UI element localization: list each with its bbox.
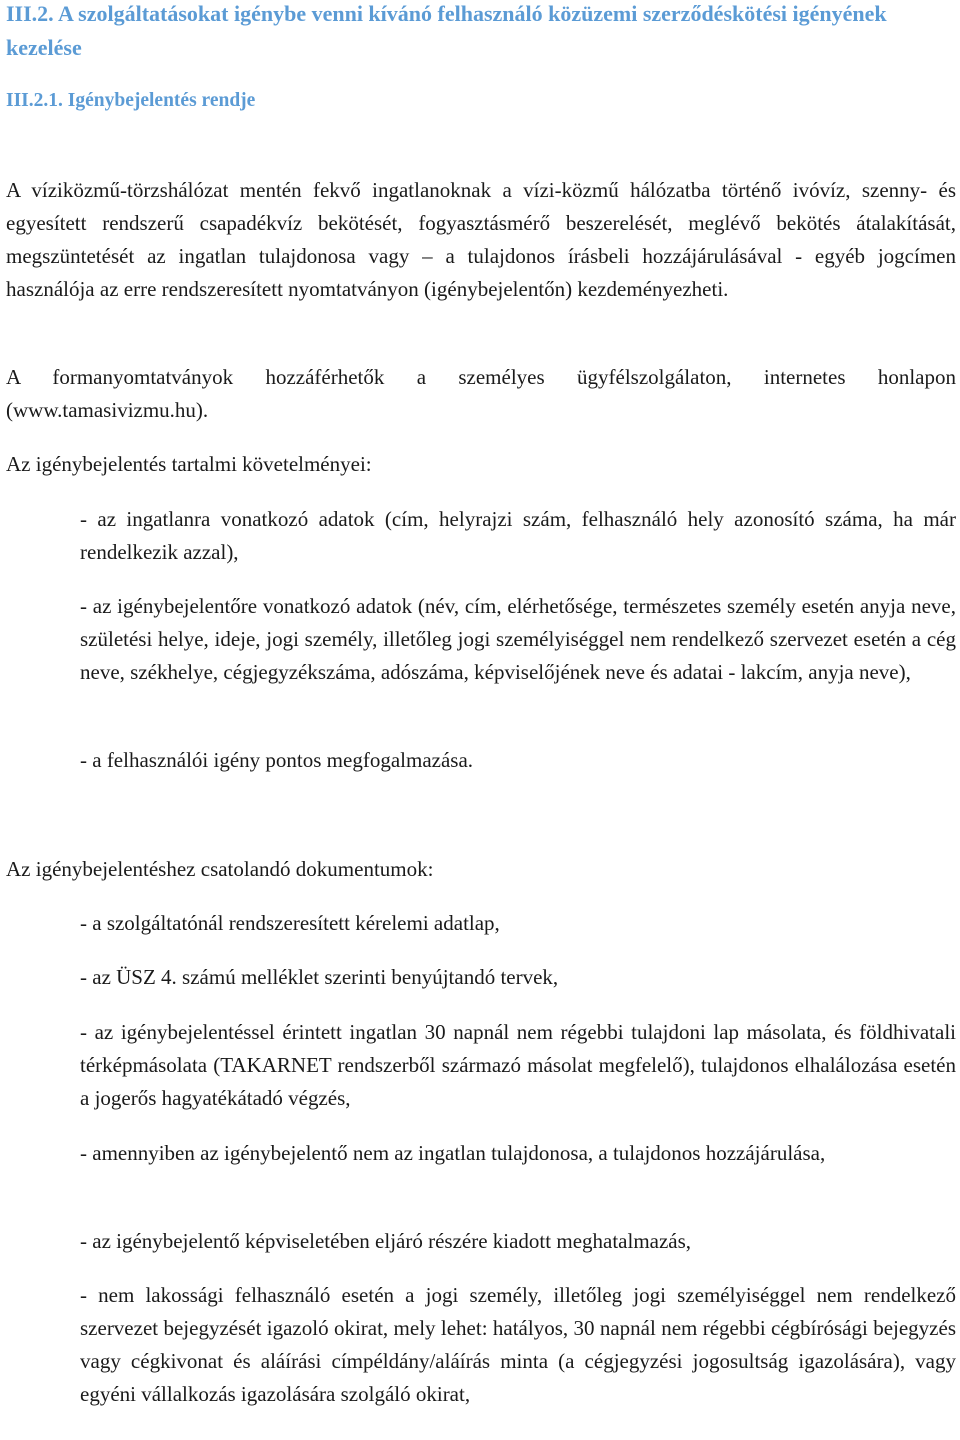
- section-heading: III.2. A szolgáltatásokat igénybe venni kívánó felhasználó közüzemi szerződéskötési igényének kezelése: [6, 1, 887, 60]
- requirements-title: Az igénybejelentés tartalmi követelményei:: [6, 452, 372, 476]
- documents-title: Az igénybejelentéshez csatolandó dokumentumok:: [6, 857, 434, 881]
- document-item-6: - nem lakossági felhasználó esetén a jogi személy, illetőleg jogi személyiséggel nem rendelkező szervezet bejegyzését igazoló okirat, mely lehet: hatályos, 30 napnál nem régebbi cégbírósági bejegyzés vagy cégkivonat és aláírási címpéldány/aláírás minta (a cégjegyzési jogosultság igazolására), vagy egyéni vállalkozás igazolására szolgáló okirat,: [80, 1283, 956, 1406]
- forms-paragraph: A formanyomtatványok hozzáférhetők a személyes ügyfélszolgálaton, internetes honlapon (www.tamasivizmu.hu).: [6, 365, 956, 422]
- document-item-2: - az ÜSZ 4. számú melléklet szerinti benyújtandó tervek,: [80, 965, 559, 989]
- document-item-5: - az igénybejelentő képviseletében eljáró részére kiadott meghatalmazás,: [80, 1229, 692, 1253]
- requirement-item-2: - az igénybejelentőre vonatkozó adatok (név, cím, elérhetősége, természetes személy esetén anyja neve, születési helye, ideje, jogi személy, illetőleg jogi személyiséggel nem rendelkező szervezet esetén a cég neve, székhelye, cégjegyzékszáma, adószáma, képviselőjének neve és adatai - lakcím, anyja neve),: [80, 594, 956, 684]
- intro-paragraph: A víziközmű-törzshálózat mentén fekvő ingatlanoknak a vízi-közmű hálózatba történő ivóvíz, szenny- és egyesített rendszerű csapadékvíz bekötését, fogyasztásmérő beszerelését, meglévő bekötés átalakítását, megszüntetését az ingatlan tulajdonosa vagy – a tulajdonos írásbeli hozzájárulásával - egyéb jogcímen használója az erre rendszeresített nyomtatványon (igénybejelentőn) kezdeményezheti.: [6, 178, 956, 301]
- subsection-heading: III.2.1. Igénybejelentés rendje: [6, 90, 256, 111]
- document-item-1: - a szolgáltatónál rendszeresített kérelemi adatlap,: [80, 911, 500, 935]
- requirement-item-3: - a felhasználói igény pontos megfogalmazása.: [80, 748, 474, 772]
- document-item-3: - az igénybejelentéssel érintett ingatlan 30 napnál nem régebbi tulajdoni lap másolata, és földhivatali térképmásolata (TAKARNET rendszerből származó másolat megfelelő), tulajdonos elhalálozása esetén a jogerős hagyatékátadó végzés,: [80, 1020, 956, 1110]
- requirement-item-1: - az ingatlanra vonatkozó adatok (cím, helyrajzi szám, felhasználó hely azonosító száma, ha már rendelkezik azzal),: [80, 507, 956, 564]
- document-item-4: - amennyiben az igénybejelentő nem az ingatlan tulajdonosa, a tulajdonos hozzájárulása,: [80, 1141, 826, 1165]
